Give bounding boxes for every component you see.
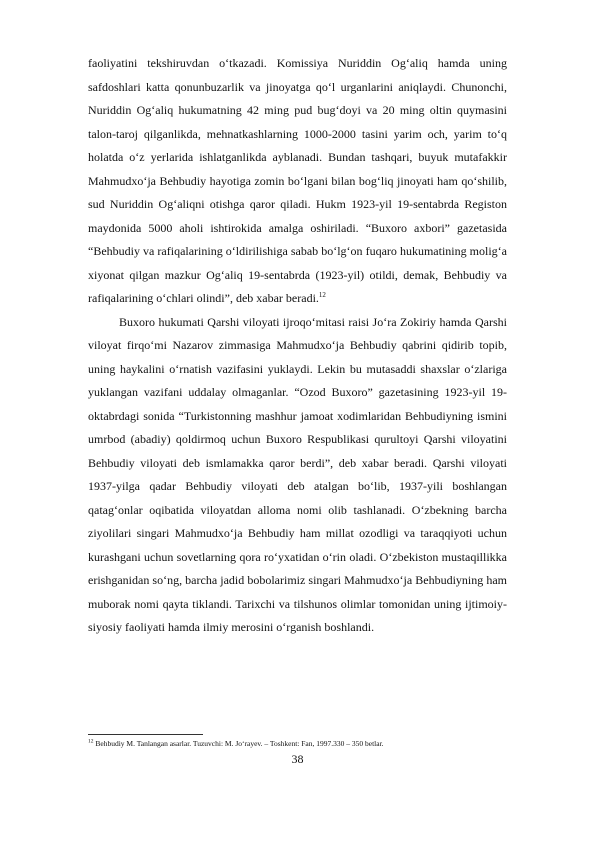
paragraph-1: [88, 52, 507, 311]
footnote-separator: [88, 734, 203, 735]
page-number: 38: [291, 752, 304, 766]
footnote: [88, 739, 528, 749]
paragraph-1-text: faoliyatini tekshiruvdan o‘tkazadi. Komissiya Nuriddin Og‘aliq hamda uning safdoshlari katta qonunbuzarlik va jinoyatga qo‘l urganlarini aniqlaydi. Chunonchi, Nuriddin Og‘aliq hukumatning 42 ming pud bug‘doyi va 20 ming oltin quymasini talon-taroj qilganlikda, mehnatkashlarning 1000-2000 tasini yarim och, yarim to‘q holatda o‘z yerlarida ishlatganlikda ayblanadi. Bundan tashqari, buyuk mutafakkir Mahmudxo‘ja Behbudiy hayotiga zomin bo‘lgani bilan bog‘liq jinoyati ham qo‘shilib, sud Nuriddin Og‘aliqni otishga qaror qiladi. Hukm 1923-yil 19-sentabrda Registon maydonida 5000 aholi ishtirokida amalga oshiriladi. “Buxoro axbori” gazetasida “Behbudiy va rafiqalarining o‘ldirilishiga sabab bo‘lg‘on fuqaro hukumatining molig‘a xiyonat qilgan mazkur Og‘aliq 19-sentabrda (1923-yil) otildi, demak, Behbudiy va rafiqalarining o‘chlari olindi”, deb xabar beradi.: [88, 56, 507, 305]
footnote-number: 12: [88, 738, 94, 745]
footnote-text: Behbudiy M. Tanlangan asarlar. Tuzuvchi: M. Jo‘rayev. – Toshkent: Fan, 1997.330 – 350 betlar.: [93, 739, 384, 748]
body-text: [88, 52, 507, 640]
footnote-reference[interactable]: 12: [318, 291, 326, 299]
paragraph-2: [88, 311, 507, 640]
paragraph-2-text: Buxoro hukumati Qarshi viloyati ijroqo‘mitasi raisi Jo‘ra Zokiriy hamda Qarshi viloyat firqo‘mi Nazarov zimmasiga Mahmudxo‘ja Behbudiy qabrini qidirib topib, uning haykalini o‘rnatish vazifasini yuklaydi. Lekin bu mutasaddi shaxslar o‘zlariga yuklangan vazifani uddalay olmaganlar. “Ozod Buxoro” gazetasining 1923-yil 19-oktabrdagi sonida “Turkistonning mashhur jamoat xodimlaridan Behbudiyning ismini umrbod (abadiy) qoldirmoq uchun Buxoro Respublikasi qurultoyi Qarshi viloyatini Behbudiy viloyati deb ismlamakka qaror berdi”, deb xabar beradi. Qarshi viloyati 1937-yilga qadar Behbudiy viloyati deb atalgan bo‘lib, 1937-yili boshlangan qatag‘onlar oqibatida viloyatdan alloma nomi olib tashlanadi. O‘zbekning barcha ziyolilari singari Mahmudxo‘ja Behbudiy ham millat ozodligi va taraqqiyoti uchun kurashgani uchun sovetlarning qora ro‘yxatidan o‘rin oladi. O‘zbekiston mustaqillikka erishganidan so‘ng, barcha jadid bobolarimiz singari Mahmudxo‘ja Behbudiyning ham muborak nomi qayta tiklandi. Tarixchi va tilshunos olimlar tomonidan uning ijtimoiy-siyosiy faoliyati hamda ilmiy merosini o‘rganish boshlandi.: [88, 314, 507, 634]
